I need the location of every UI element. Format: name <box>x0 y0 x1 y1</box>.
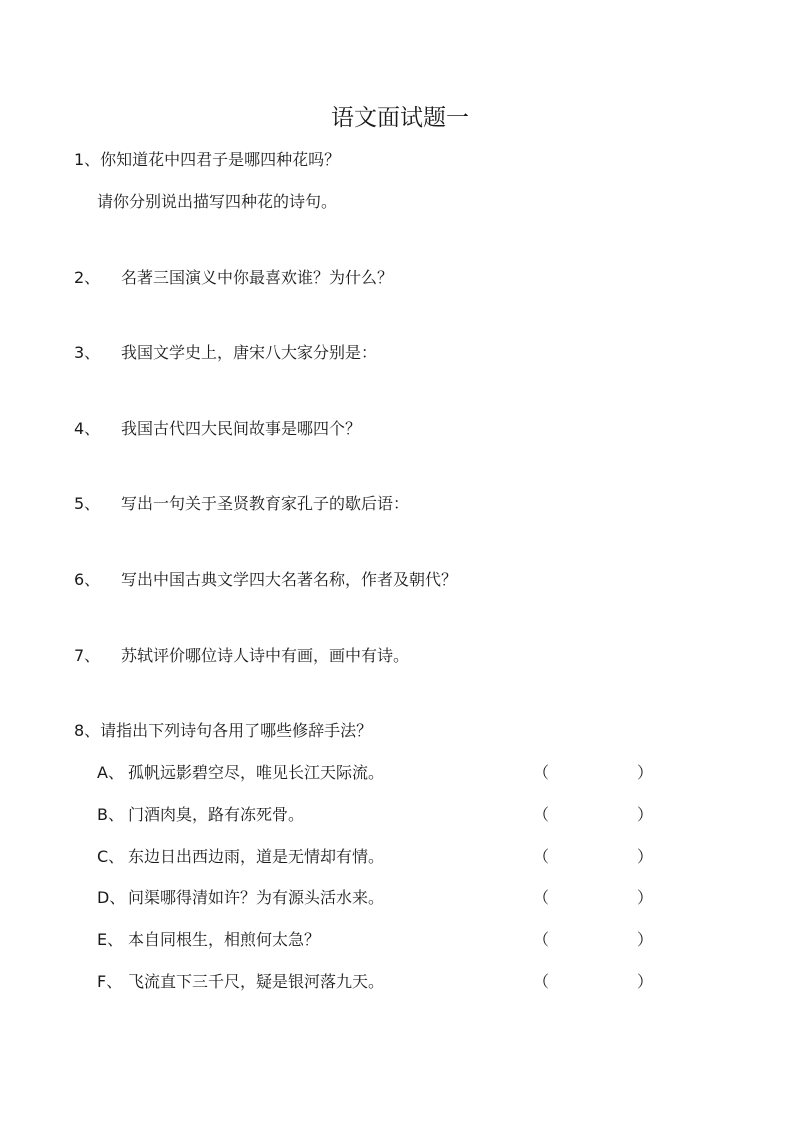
answer-paren-right: ） <box>637 805 654 824</box>
question-number: 5、 <box>74 494 101 513</box>
option-letter: C、 <box>97 847 125 866</box>
option-text: 门酒肉臭，路有冻死骨。 <box>128 805 305 824</box>
question-text: 我国文学史上，唐宋八大家分别是： <box>121 343 378 362</box>
option-letter: F、 <box>97 972 123 991</box>
question-1-subline: 请你分别说出描写四种花的诗句。 <box>97 192 338 211</box>
option-text: 问渠哪得清如许？为有源头活水来。 <box>128 888 385 907</box>
question-number: 3、 <box>74 343 101 362</box>
answer-paren-left: （ <box>533 930 550 949</box>
answer-paren-right: ） <box>637 972 654 991</box>
question-text: 写出一句关于圣贤教育家孔子的歇后语： <box>121 494 410 513</box>
option-text: 东边日出西边雨，道是无情却有情。 <box>128 847 385 866</box>
option-letter: E、 <box>97 930 124 949</box>
question-number: 4、 <box>74 419 101 438</box>
question-8: 8、请指出下列诗句各用了哪些修辞手法？ <box>74 721 373 740</box>
answer-paren-left: （ <box>533 847 550 866</box>
answer-paren-left: （ <box>533 805 550 824</box>
question-number: 7、 <box>74 646 101 665</box>
answer-paren-right: ） <box>637 888 654 907</box>
option-letter: B、 <box>97 805 124 824</box>
question-1: 1、你知道花中四君子是哪四种花吗？ <box>74 150 341 169</box>
question-text: 写出中国古典文学四大名著名称，作者及朝代？ <box>121 570 458 589</box>
answer-paren-right: ） <box>637 763 654 782</box>
answer-paren-left: （ <box>533 888 550 907</box>
question-text: 苏轼评价哪位诗人诗中有画，画中有诗。 <box>121 646 410 665</box>
option-text: 孤帆远影碧空尽，唯见长江天际流。 <box>128 763 385 782</box>
question-number: 6、 <box>74 570 101 589</box>
question-number: 2、 <box>74 268 101 287</box>
option-letter: D、 <box>97 888 126 907</box>
option-text: 飞流直下三千尺，疑是银河落九天。 <box>128 972 385 991</box>
question-text: 名著三国演义中你最喜欢谁？为什么？ <box>121 268 394 287</box>
option-text: 本自同根生，相煎何太急？ <box>128 930 321 949</box>
answer-paren-right: ） <box>637 847 654 866</box>
answer-paren-left: （ <box>533 972 550 991</box>
answer-paren-right: ） <box>637 930 654 949</box>
page-title: 语文面试题一 <box>331 105 469 131</box>
answer-paren-left: （ <box>533 763 550 782</box>
question-text: 我国古代四大民间故事是哪四个？ <box>121 419 362 438</box>
option-letter: A、 <box>97 763 124 782</box>
